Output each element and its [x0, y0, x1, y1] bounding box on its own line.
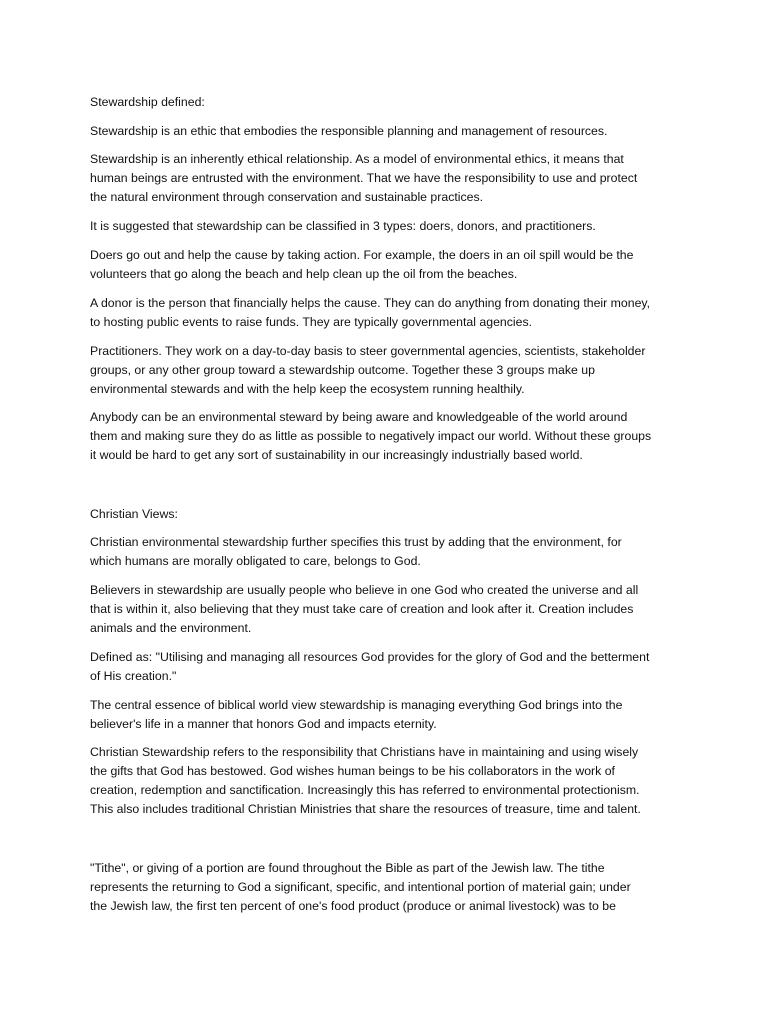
text-line: Defined as: "Utilising and managing all resources God provides for the glory of God and the betterment: [90, 650, 650, 664]
text-line: Christian Stewardship refers to the responsibility that Christians have in maintaining and using wisely: [90, 745, 639, 759]
text-line: the natural environment through conservation and sustainable practices.: [90, 190, 484, 204]
text-line: A donor is the person that financially helps the cause. They can do anything from donating their money,: [90, 296, 651, 310]
paragraph-donors: [90, 294, 690, 332]
paragraph-stewardship-ethic: [90, 122, 690, 141]
paragraph-anybody: [90, 408, 690, 465]
text-line: of His creation.": [90, 669, 177, 683]
text-line: which humans are morally obligated to care, belongs to God.: [90, 554, 421, 568]
text-line: The central essence of biblical world view stewardship is managing everything God brings into the: [90, 698, 623, 712]
paragraph-defined-as: [90, 648, 690, 686]
text-line: "Tithe", or giving of a portion are found throughout the Bible as part of the Jewish law. The tithe: [90, 861, 605, 875]
text-line: the gifts that God has bestowed. God wishes human beings to be his collaborators in the work of: [90, 764, 615, 778]
text-line: human beings are entrusted with the environment. That we have the responsibility to use and protect: [90, 171, 638, 185]
paragraph-practitioners: [90, 342, 690, 399]
paragraph-christian-stewardship-trust: [90, 533, 690, 571]
heading-stewardship-defined: [90, 93, 690, 112]
text-line: Believers in stewardship are usually people who believe in one God who created the universe and all: [90, 583, 639, 597]
text-line: that is within it, also believing that they must take care of creation and look after it. Creation includes: [90, 602, 634, 616]
text-line: Practitioners. They work on a day-to-day basis to steer governmental agencies, scientists, stakeholder: [90, 344, 646, 358]
heading-christian-views: [90, 505, 690, 524]
text-line: represents the returning to God a significant, specific, and intentional portion of material gain; under: [90, 880, 631, 894]
text-line: Stewardship is an inherently ethical relationship. As a model of environmental ethics, it means that: [90, 152, 624, 166]
paragraph-three-types: [90, 217, 690, 236]
paragraph-central-essence: [90, 696, 690, 734]
text-line: it would be hard to get any sort of sustainability in our increasingly industrially based world.: [90, 448, 583, 462]
text-line: them and making sure they do as little as possible to negatively impact our world. Without these groups: [90, 429, 652, 443]
text-line: believer's life in a manner that honors God and impacts eternity.: [90, 717, 437, 731]
text-line: Anybody can be an environmental steward by being aware and knowledgeable of the world around: [90, 410, 628, 424]
text-line: groups, or any other group toward a stewardship outcome. Together these 3 groups make up: [90, 363, 595, 377]
paragraph-ethical-relationship: [90, 150, 690, 207]
text-line: the Jewish law, the first ten percent of one's food product (produce or animal livestock) was to be: [90, 899, 616, 913]
text-line: animals and the environment.: [90, 621, 252, 635]
text-line: Christian Views:: [90, 507, 178, 521]
text-line: environmental stewards and with the help keep the ecosystem running healthily.: [90, 382, 525, 396]
text-line: It is suggested that stewardship can be classified in 3 types: doers, donors, and practitioners.: [90, 219, 596, 233]
text-line: Doers go out and help the cause by taking action. For example, the doers in an oil spill would be the: [90, 248, 634, 262]
text-line: Stewardship defined:: [90, 95, 205, 109]
text-line: creation, redemption and sanctification. Increasingly this has referred to environmental protectionism.: [90, 783, 640, 797]
text-line: volunteers that go along the beach and help clean up the oil from the beaches.: [90, 267, 518, 281]
text-line: to hosting public events to raise funds. They are typically governmental agencies.: [90, 315, 533, 329]
paragraph-christian-stewardship-refers: [90, 743, 690, 819]
text-line: Stewardship is an ethic that embodies the responsible planning and management of resources.: [90, 124, 608, 138]
text-line: This also includes traditional Christian Ministries that share the resources of treasure, time and talent.: [90, 802, 641, 816]
text-line: Christian environmental stewardship further specifies this trust by adding that the environment, for: [90, 535, 622, 549]
paragraph-doers: [90, 246, 690, 284]
paragraph-believers: [90, 581, 690, 638]
paragraph-tithe: [90, 859, 690, 916]
